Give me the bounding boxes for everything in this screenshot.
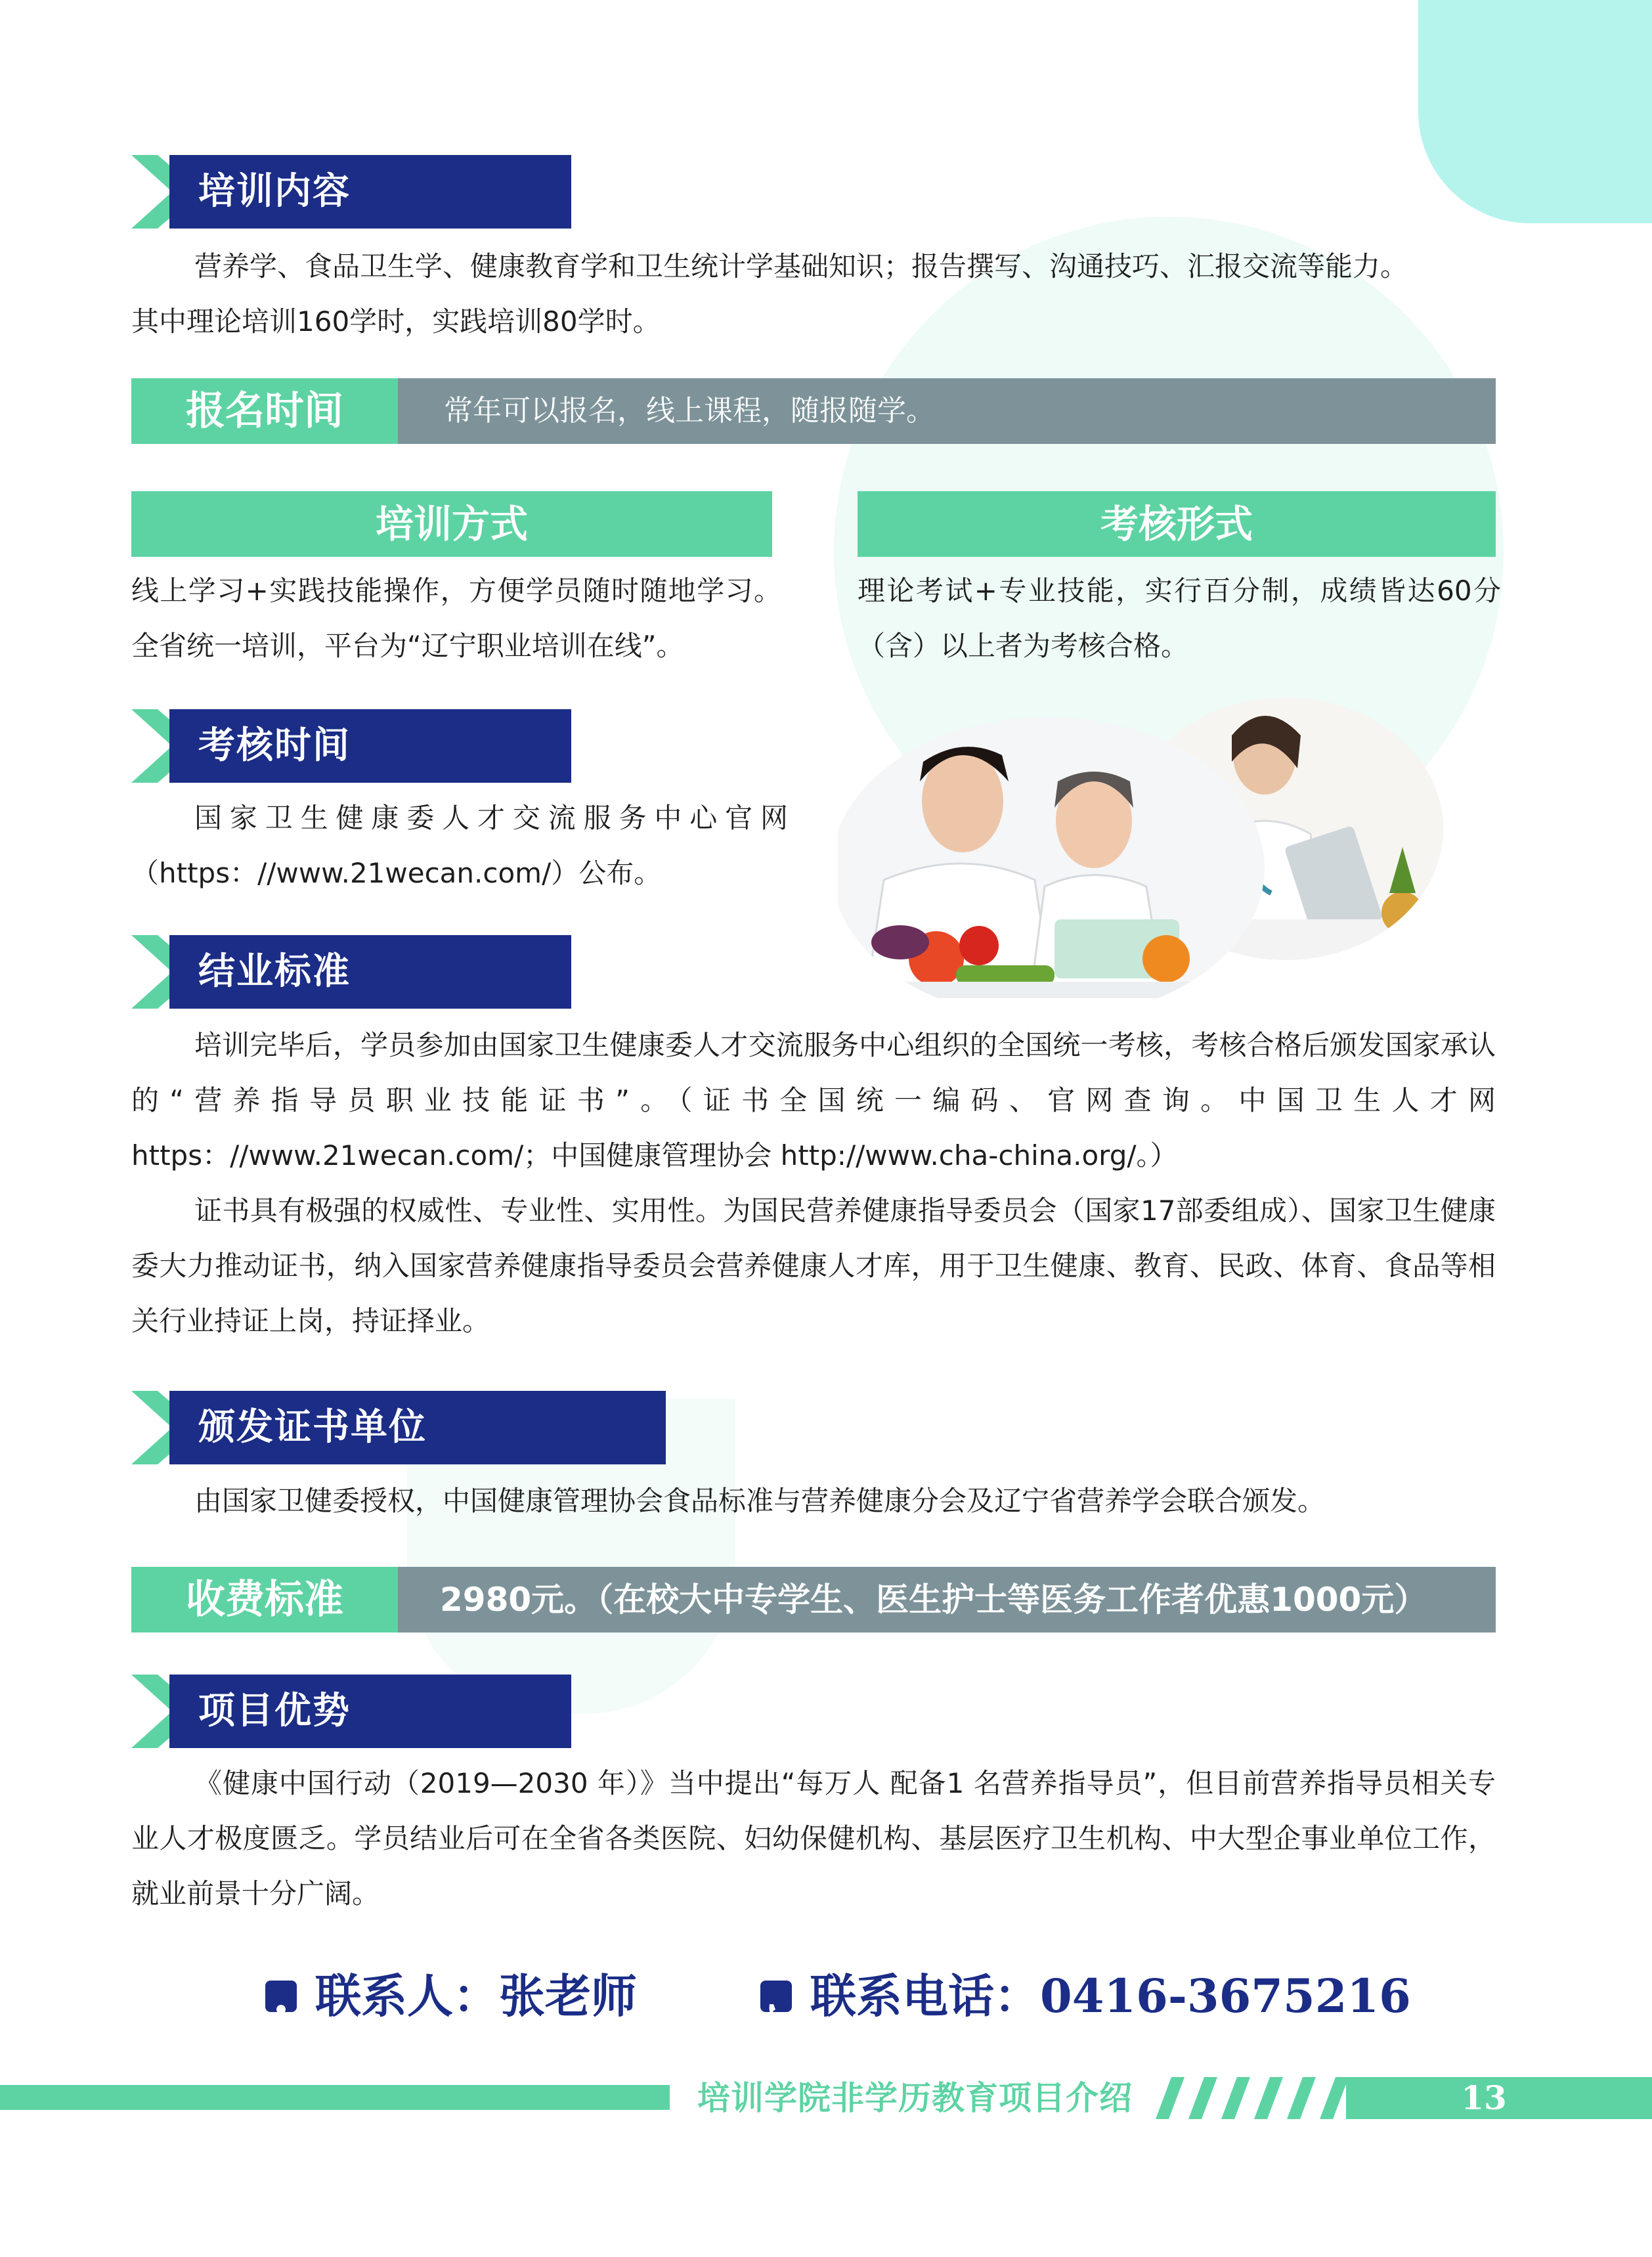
- paragraph: 理论考试+专业技能，实行百分制，成绩皆达60分（含）以上者为考核合格。: [858, 575, 1501, 662]
- registration-bar: [131, 378, 1496, 444]
- heading-text: 颁发证书单位: [198, 1406, 427, 1449]
- assessment-form-text: [858, 563, 1501, 674]
- heading-text: 考核时间: [198, 724, 351, 767]
- registration-value: 常年可以报名，线上课程，随报随学。: [444, 394, 935, 427]
- completion-text: [131, 1018, 1496, 1349]
- training-method-text: [131, 563, 781, 674]
- heading-text: 培训内容: [198, 170, 351, 213]
- registration-label: 报名时间: [131, 378, 398, 444]
- contact-phone: [760, 1963, 1411, 2029]
- page-number: 13: [1461, 2078, 1507, 2117]
- paragraph: 《健康中国行动（2019—2030 年）》当中提出“每万人 配备1 名营养指导员”，但目前营养指导员相关专业人才极度匮乏。学员结业后可在全省各类医院、妇幼保健机构、基层医疗卫生机构、中大型企事业单位工作，就业前景十分广阔。: [131, 1767, 1496, 1910]
- assessment-time-text: [131, 791, 788, 901]
- contact-person: [265, 1963, 699, 2029]
- fee-value: 2980元。（在校大中专学生、医生护士等医务工作者优惠1000元）: [440, 1581, 1427, 1619]
- footer-title: 培训学院非学历教育项目介绍: [697, 2079, 1133, 2117]
- paragraph: 线上学习+实践技能操作，方便学员随时随地学习。全省统一培训，平台为“辽宁职业培训在线”。: [131, 575, 781, 662]
- assessment-form-title: 考核形式: [858, 491, 1496, 557]
- paragraph: 证书具有极强的权威性、专业性、实用性。为国民营养健康指导委员会（国家17部委组成）、国家卫生健康委大力推动证书，纳入国家营养健康指导委员会营养健康人才库，用于卫生健康、教育、民政、体育、食品等相关行业持证上岗，持证择业。: [131, 1194, 1496, 1337]
- heading-text: 项目优势: [198, 1690, 351, 1732]
- phone-icon: [760, 1981, 792, 2012]
- person-card-icon: [265, 1981, 297, 2012]
- nutrition-photo: [838, 683, 1455, 998]
- paragraph: 营养学、食品卫生学、健康教育学和卫生统计学基础知识；报告撰写、沟通技巧、汇报交流等能力。: [194, 250, 1408, 282]
- fee-bar: [131, 1567, 1496, 1632]
- paragraph: 由国家卫健委授权，中国健康管理协会食品标准与营养健康分会及辽宁省营养学会联合颁发。: [194, 1485, 1326, 1517]
- contact-person-text: 联系人：张老师: [315, 1969, 637, 2023]
- paragraph: 其中理论培训160学时，实践培训80学时。: [131, 305, 661, 338]
- paragraph: 培训完毕后，学员参加由国家卫生健康委人才交流服务中心组织的全国统一考核，考核合格后颁发国家承认的“营养指导员职业技能证书”。（证书全国统一编码、官网查询。中国卫生人才网https：//www.21wecan.com/；中国健康管理协会 http://www.cha-china.org/。）: [131, 1029, 1496, 1172]
- issuer-text: [131, 1474, 1496, 1529]
- advantages-text: [131, 1756, 1496, 1921]
- training-content-text: [131, 239, 1496, 349]
- footer-stripes: [1142, 2077, 1353, 2119]
- contact-phone-text: 联系电话：0416-3675216: [810, 1969, 1411, 2023]
- heading-text: 结业标准: [198, 950, 351, 993]
- fee-label: 收费标准: [131, 1567, 398, 1632]
- corner-decoration: [1418, 0, 1652, 223]
- training-method-title: 培训方式: [131, 491, 772, 557]
- footer-line: [0, 2085, 670, 2110]
- paragraph: 国家卫生健康委人才交流服务中心官网（https：//www.21wecan.com/）公布。: [131, 802, 788, 889]
